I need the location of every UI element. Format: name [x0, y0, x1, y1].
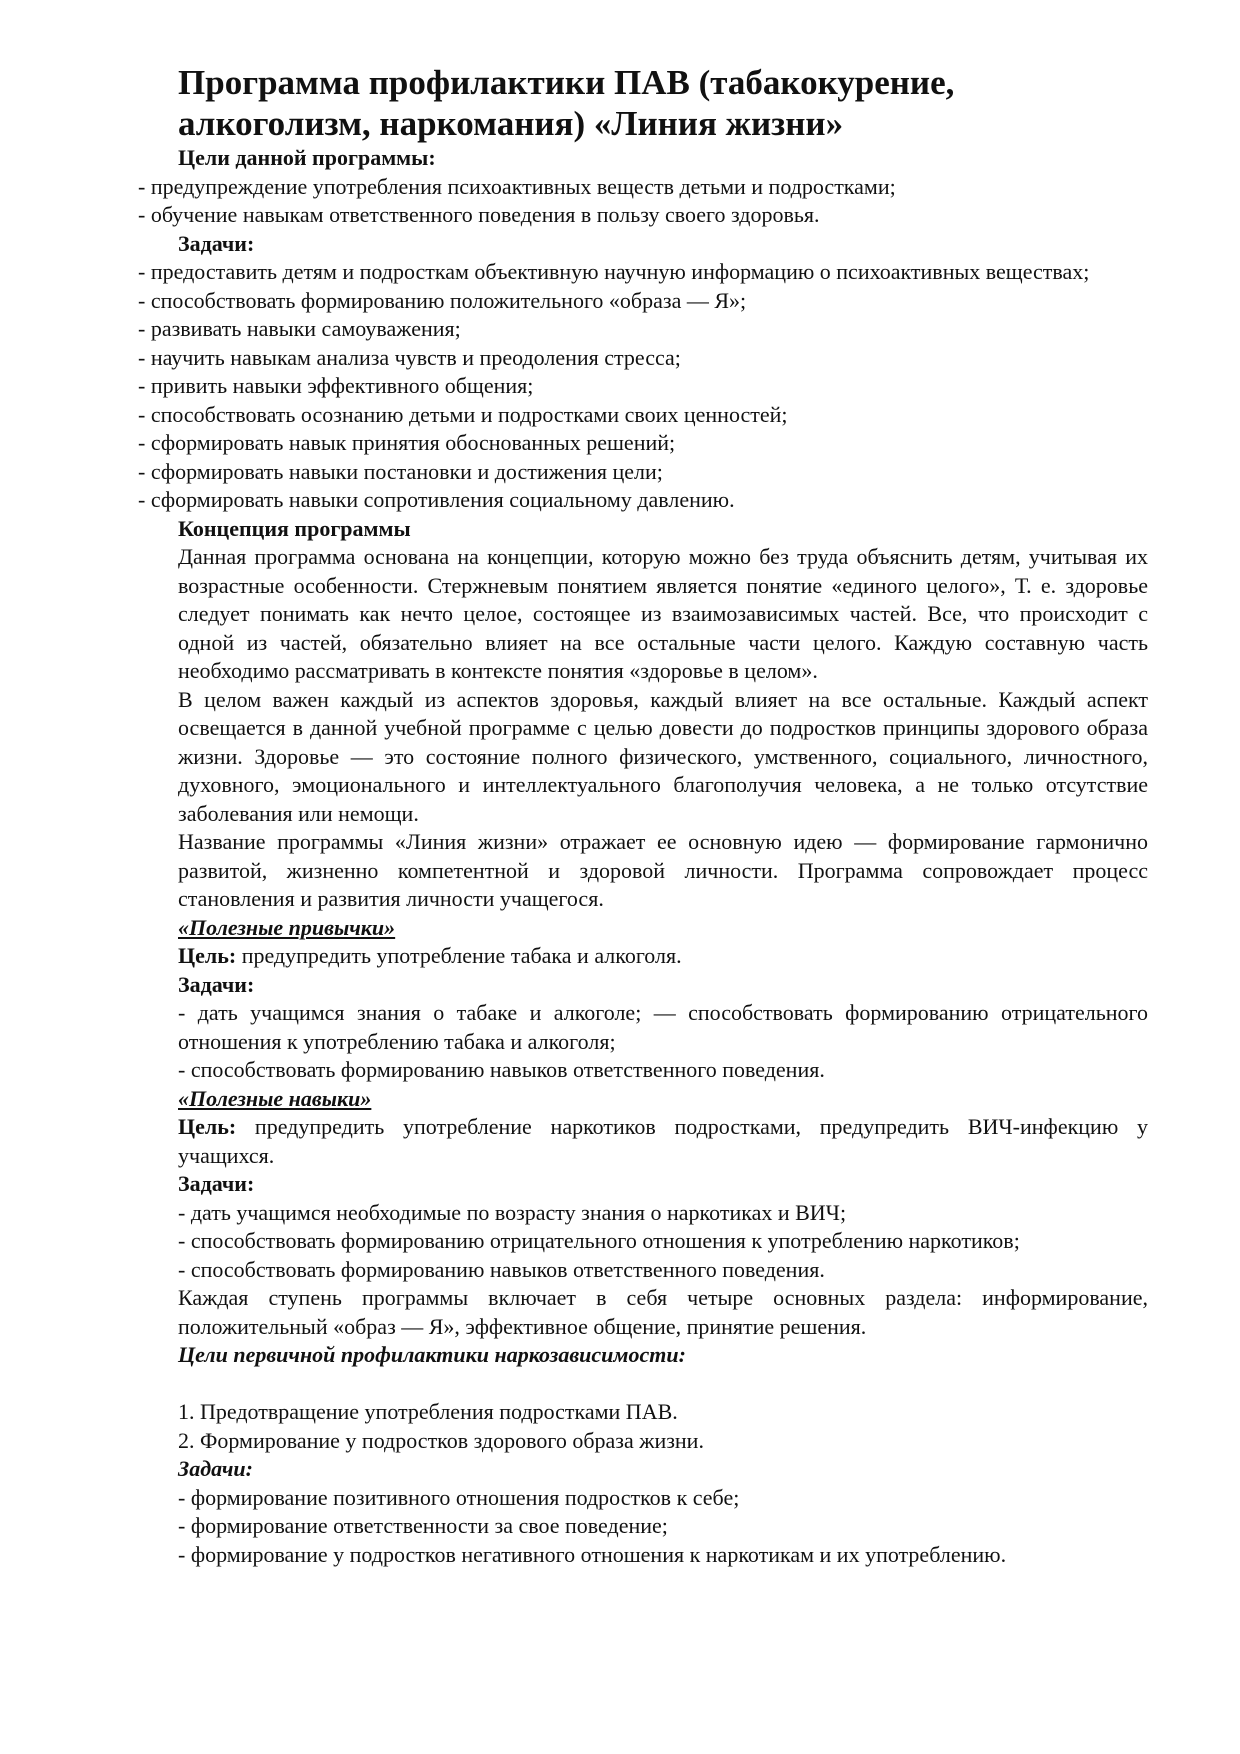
goal-label: Цель: [178, 943, 237, 968]
spacer [138, 1370, 1148, 1399]
skills-tasks-heading: Задачи: [178, 1171, 255, 1196]
list-item: - развивать навыки самоуважения; [138, 316, 461, 341]
list-item: 1. Предотвращение употребления подростками ПАВ. [178, 1399, 678, 1424]
list-item: - формирование ответственности за свое поведение; [178, 1513, 668, 1538]
list-item: - дать учащимся знания о табаке и алкоголе; — способствовать формированию отрицательного отношения к употреблению табака и алкоголя; [178, 1000, 1148, 1054]
list-item: - привить навыки эффективного общения; [138, 373, 534, 398]
habits-heading: «Полезные привычки» [178, 914, 396, 940]
list-item: - научить навыкам анализа чувств и преодоления стресса; [138, 344, 681, 370]
list-item: 2. Формирование у подростков здорового образа жизни. [178, 1427, 704, 1453]
list-item: - дать учащимся необходимые по возрасту знания о наркотиках и ВИЧ; [178, 1199, 847, 1225]
list-item: - способствовать формированию отрицательного отношения к употреблению наркотиков; [178, 1228, 1020, 1253]
skills-heading: «Полезные навыки» [178, 1085, 372, 1111]
goal-label: Цель: [178, 1114, 237, 1139]
goals-heading: Цели данной программы: [178, 145, 436, 170]
document-body [138, 62, 1148, 1569]
primary-heading: Цели первичной профилактики наркозависимости: [178, 1342, 686, 1367]
list-item: - сформировать навыки сопротивления социальному давлению. [138, 487, 735, 512]
primary-tasks-heading: Задачи: [178, 1456, 253, 1481]
list-item: - сформировать навык принятия обоснованных решений; [138, 430, 676, 455]
list-item: - способствовать формированию навыков ответственного поведения. [178, 1057, 825, 1082]
goal-text: предупредить употребление наркотиков подростками, предупредить ВИЧ-инфекцию у учащихся. [178, 1114, 1148, 1168]
list-item: - сформировать навыки постановки и достижения цели; [138, 458, 663, 484]
habits-goal [138, 942, 1148, 971]
habits-tasks-heading: Задачи: [178, 971, 255, 997]
list-item: - способствовать формированию положительного «образа — Я»; [138, 287, 747, 313]
goal-text: предупредить употребление табака и алкоголя. [236, 943, 682, 968]
document-title: Программа профилактики ПАВ (табакокурение, алкоголизм, наркомания) «Линия жизни» [178, 63, 955, 143]
list-item: - способствовать формированию навыков ответственного поведения. [178, 1256, 825, 1282]
concept-heading: Концепция программы [178, 515, 411, 541]
skills-goal [138, 1113, 1148, 1170]
list-item: - формирование позитивного отношения подростков к себе; [178, 1484, 740, 1510]
concept-paragraph: Данная программа основана на концепции, которую можно без труда объяснить детям, учитывая их возрастные особенности. Стержневым понятием является понятие «единого целого», Т. е. здоровье следует понимать как нечто целое, состоящее из взаимозависимых частей. Все, что происходит с одной из частей, обязательно влияет на все остальные части целого. Каждую составную часть необходимо рассматривать в контексте понятия «здоровье в целом». [178, 544, 1148, 683]
skills-summary: Каждая ступень программы включает в себя четыре основных раздела: информирование, положительный «образ — Я», эффективное общение, принятие решения. [178, 1285, 1148, 1339]
list-item: - предупреждение употребления психоактивных веществ детьми и подростками; [138, 173, 896, 199]
list-item: - обучение навыкам ответственного поведения в пользу своего здоровья. [138, 202, 820, 227]
concept-paragraph: В целом важен каждый из аспектов здоровья, каждый влияет на все остальные. Каждый аспект освещается в данной учебной программе с целью довести до подростков принципы здорового образа жизни. Здоровье — это состояние полного физического, умственного, социального, личностного, духовного, эмоционального и интеллектуального благополучия человека, а не только отсутствие заболевания или немощи. [178, 686, 1148, 826]
list-item: - способствовать осознанию детьми и подростками своих ценностей; [138, 401, 788, 427]
list-item: - предоставить детям и подросткам объективную научную информацию о психоактивных веществах; [138, 259, 1090, 284]
tasks-heading: Задачи: [178, 230, 255, 256]
concept-paragraph: Название программы «Линия жизни» отражает ее основную идею — формирование гармонично развитой, жизненно компетентной и здоровой личности. Программа сопровождает процесс становления и развития личности учащегося. [178, 829, 1148, 911]
list-item: - формирование у подростков негативного отношения к наркотикам и их употреблению. [178, 1541, 1007, 1567]
